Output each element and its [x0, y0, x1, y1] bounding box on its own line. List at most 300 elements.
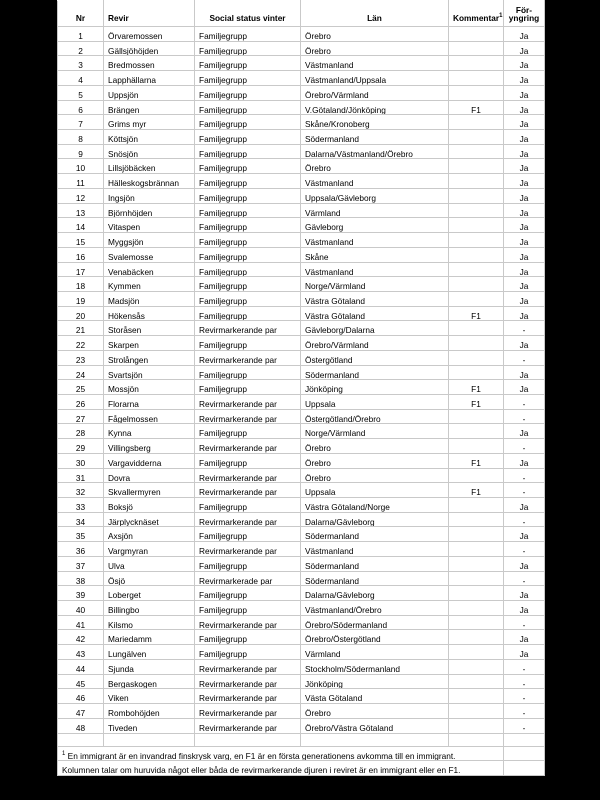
column-header-revir: Revir: [104, 1, 195, 27]
row-cell-kommentar: [449, 630, 504, 645]
row-cell-nr: 9: [58, 144, 104, 159]
row-cell-nr: 1: [58, 27, 104, 42]
column-header-social-status: Social status vinter: [195, 1, 301, 27]
footnote-text: [58, 761, 504, 776]
footnote-marker: 1: [62, 750, 66, 757]
row-cell-lan: Örebro/Värmland: [301, 85, 449, 100]
row-cell-nr: 35: [58, 527, 104, 542]
row-cell-foryngring: -: [504, 704, 545, 719]
row-cell-nr: 34: [58, 512, 104, 527]
row-cell-nr: 22: [58, 336, 104, 351]
row-cell-lan: Jönköping: [301, 674, 449, 689]
row-cell-social-status: Familjegrupp: [195, 556, 301, 571]
row-cell-lan: Örebro: [301, 41, 449, 56]
row-cell-kommentar: [449, 159, 504, 174]
row-cell-foryngring: Ja: [504, 556, 545, 571]
row-cell-nr: 14: [58, 218, 104, 233]
column-header-foryngring-line1: För-: [515, 4, 533, 15]
row-cell-nr: 42: [58, 630, 104, 645]
row-cell-lan: Södermanland: [301, 130, 449, 145]
row-cell-kommentar: [449, 498, 504, 513]
table-row: [58, 512, 545, 527]
row-cell-foryngring: Ja: [504, 291, 545, 306]
footnote-text: [58, 746, 504, 761]
row-cell-revir: Villingsberg: [104, 439, 195, 454]
row-cell-foryngring: -: [504, 321, 545, 336]
row-cell-lan: Dalarna/Gävleborg: [301, 512, 449, 527]
row-cell-foryngring: Ja: [504, 586, 545, 601]
row-cell-kommentar: [449, 336, 504, 351]
row-cell-revir: Snösjön: [104, 144, 195, 159]
row-cell-lan: Östergötland/Örebro: [301, 409, 449, 424]
row-cell-social-status: Revirmarkerande par: [195, 468, 301, 483]
row-cell-social-status: Familjegrupp: [195, 71, 301, 86]
footnote-body: Kolumnen talar om huruvida något eller båda de revirmarkerande djuren i reviret är en immigrant eller en F1.: [62, 765, 461, 776]
table-row: [58, 586, 545, 601]
row-cell-revir: Tiveden: [104, 718, 195, 733]
row-cell-nr: 6: [58, 100, 104, 115]
table-row: [58, 247, 545, 262]
row-cell-foryngring: Ja: [504, 188, 545, 203]
row-cell-kommentar: [449, 350, 504, 365]
row-cell-revir: Skvallermyren: [104, 483, 195, 498]
row-cell-lan: Örebro/Östergötland: [301, 630, 449, 645]
table-row: [58, 174, 545, 189]
table-row: [58, 306, 545, 321]
row-cell-revir: Skarpen: [104, 336, 195, 351]
row-cell-nr: 18: [58, 277, 104, 292]
row-cell-revir: Kynna: [104, 424, 195, 439]
row-cell-revir: Loberget: [104, 586, 195, 601]
row-cell-lan: Örebro: [301, 159, 449, 174]
row-cell-social-status: Familjegrupp: [195, 424, 301, 439]
row-cell-revir: Kilsmo: [104, 615, 195, 630]
row-cell-foryngring: -: [504, 512, 545, 527]
table-row: [58, 380, 545, 395]
table-row: [58, 27, 545, 42]
row-cell-nr: 41: [58, 615, 104, 630]
row-cell-lan: Örebro: [301, 468, 449, 483]
row-cell-revir: Axsjön: [104, 527, 195, 542]
row-cell-revir: Grims myr: [104, 115, 195, 130]
row-cell-nr: 4: [58, 71, 104, 86]
table-row: [58, 630, 545, 645]
row-cell-lan: Östergötland: [301, 350, 449, 365]
row-cell-kommentar: F1: [449, 100, 504, 115]
table-row: [58, 674, 545, 689]
row-cell-nr: 44: [58, 659, 104, 674]
row-cell-foryngring: Ja: [504, 144, 545, 159]
row-cell-social-status: Familjegrupp: [195, 85, 301, 100]
row-cell-nr: 36: [58, 542, 104, 557]
row-cell-kommentar: [449, 188, 504, 203]
row-cell-nr: 27: [58, 409, 104, 424]
row-cell-lan: Södermanland: [301, 556, 449, 571]
row-cell-revir: Myggsjön: [104, 233, 195, 248]
row-cell-kommentar: F1: [449, 394, 504, 409]
row-cell-kommentar: [449, 645, 504, 660]
row-cell-kommentar: [449, 56, 504, 71]
row-cell-social-status: Revirmarkerande par: [195, 704, 301, 719]
row-cell-social-status: Familjegrupp: [195, 601, 301, 616]
row-cell-foryngring: Ja: [504, 645, 545, 660]
table-row: [58, 394, 545, 409]
row-cell-foryngring: -: [504, 542, 545, 557]
row-cell-social-status: Familjegrupp: [195, 130, 301, 145]
row-cell-lan: Värmland: [301, 645, 449, 660]
column-header-lan: Län: [301, 1, 449, 27]
table-row: [58, 71, 545, 86]
table-row: [58, 277, 545, 292]
row-cell-lan: Örebro/Västra Götaland: [301, 718, 449, 733]
row-cell-revir: Viken: [104, 689, 195, 704]
row-cell-nr: 11: [58, 174, 104, 189]
row-cell-kommentar: [449, 71, 504, 86]
row-cell-foryngring: Ja: [504, 306, 545, 321]
row-cell-foryngring: Ja: [504, 56, 545, 71]
row-cell-kommentar: [449, 365, 504, 380]
row-cell-kommentar: [449, 659, 504, 674]
row-cell-lan: Örebro: [301, 704, 449, 719]
row-cell-kommentar: [449, 689, 504, 704]
row-cell-lan: Örebro/Värmland: [301, 336, 449, 351]
row-cell-kommentar: [449, 409, 504, 424]
row-cell-lan: Norge/Värmland: [301, 277, 449, 292]
row-cell-social-status: Familjegrupp: [195, 277, 301, 292]
row-cell-revir: Bergaskogen: [104, 674, 195, 689]
table-row: [58, 571, 545, 586]
table-row: [58, 100, 545, 115]
table-body: [58, 27, 545, 776]
row-cell-foryngring: -: [504, 689, 545, 704]
row-cell-lan: Örebro: [301, 439, 449, 454]
table-row: [58, 483, 545, 498]
row-cell-nr: 15: [58, 233, 104, 248]
row-cell-kommentar: [449, 468, 504, 483]
row-cell-revir: Örvaremossen: [104, 27, 195, 42]
row-cell-kommentar: F1: [449, 453, 504, 468]
table-row: [58, 601, 545, 616]
row-cell-social-status: Familjegrupp: [195, 586, 301, 601]
row-cell-lan: Värmland: [301, 203, 449, 218]
row-cell-kommentar: F1: [449, 483, 504, 498]
row-cell-kommentar: [449, 615, 504, 630]
row-cell-social-status: Familjegrupp: [195, 291, 301, 306]
row-cell-social-status: Familjegrupp: [195, 144, 301, 159]
row-cell-nr: 32: [58, 483, 104, 498]
table-row: [58, 218, 545, 233]
row-cell-revir: Bredmossen: [104, 56, 195, 71]
row-cell-kommentar: [449, 233, 504, 248]
row-cell-kommentar: [449, 527, 504, 542]
row-cell-lan: Västra Götaland/Norge: [301, 498, 449, 513]
row-cell-lan: Uppsala/Gävleborg: [301, 188, 449, 203]
row-cell-nr: 24: [58, 365, 104, 380]
row-cell-revir: Järplycknäset: [104, 512, 195, 527]
row-cell-lan: Västmanland/Örebro: [301, 601, 449, 616]
row-cell-social-status: Familjegrupp: [195, 218, 301, 233]
row-cell-kommentar: [449, 556, 504, 571]
column-header-nr: Nr: [58, 1, 104, 27]
row-cell-social-status: Familjegrupp: [195, 262, 301, 277]
row-cell-nr: 8: [58, 130, 104, 145]
row-cell-foryngring: -: [504, 468, 545, 483]
row-cell-kommentar: [449, 27, 504, 42]
footnote-marker-1: 1: [499, 13, 503, 20]
row-cell-kommentar: [449, 247, 504, 262]
row-cell-nr: 30: [58, 453, 104, 468]
row-cell-social-status: Revirmarkerande par: [195, 659, 301, 674]
column-header-foryngring-line2: yngring: [508, 13, 540, 24]
table-header: [58, 1, 545, 27]
territory-table-container: [57, 0, 544, 776]
row-cell-social-status: Familjegrupp: [195, 41, 301, 56]
column-header-kommentar: [449, 1, 504, 27]
row-cell-kommentar: [449, 571, 504, 586]
row-cell-nr: 20: [58, 306, 104, 321]
row-cell-foryngring: Ja: [504, 85, 545, 100]
row-cell-social-status: Familjegrupp: [195, 27, 301, 42]
row-cell-nr: 38: [58, 571, 104, 586]
table-row: [58, 85, 545, 100]
table-row: [58, 291, 545, 306]
spacer-cell: [449, 733, 504, 746]
row-cell-social-status: Familjegrupp: [195, 527, 301, 542]
row-cell-social-status: Familjegrupp: [195, 498, 301, 513]
row-cell-nr: 40: [58, 601, 104, 616]
table-row: [58, 350, 545, 365]
row-cell-nr: 17: [58, 262, 104, 277]
row-cell-nr: 46: [58, 689, 104, 704]
row-cell-social-status: Revirmarkerande par: [195, 483, 301, 498]
row-cell-social-status: Revirmarkerande par: [195, 409, 301, 424]
spacer-cell: [504, 733, 545, 746]
row-cell-social-status: Familjegrupp: [195, 159, 301, 174]
footnote-pad-cell: [504, 746, 545, 761]
table-row: [58, 645, 545, 660]
row-cell-social-status: Familjegrupp: [195, 380, 301, 395]
row-cell-social-status: Revirmarkerande par: [195, 321, 301, 336]
row-cell-foryngring: Ja: [504, 527, 545, 542]
table-row: [58, 115, 545, 130]
row-cell-lan: Västmanland/Uppsala: [301, 71, 449, 86]
row-cell-kommentar: [449, 439, 504, 454]
row-cell-revir: Gällsjöhöjden: [104, 41, 195, 56]
row-cell-kommentar: F1: [449, 380, 504, 395]
row-cell-kommentar: [449, 601, 504, 616]
row-cell-lan: Örebro: [301, 453, 449, 468]
table-row: [58, 498, 545, 513]
row-cell-social-status: Revirmarkerande par: [195, 439, 301, 454]
row-cell-lan: Södermanland: [301, 365, 449, 380]
table-row: [58, 468, 545, 483]
row-cell-nr: 3: [58, 56, 104, 71]
row-cell-revir: Fågelmossen: [104, 409, 195, 424]
row-cell-foryngring: Ja: [504, 424, 545, 439]
row-cell-nr: 19: [58, 291, 104, 306]
row-cell-foryngring: -: [504, 394, 545, 409]
row-cell-nr: 37: [58, 556, 104, 571]
row-cell-foryngring: Ja: [504, 218, 545, 233]
row-cell-kommentar: [449, 115, 504, 130]
row-cell-social-status: Revirmarkerande par: [195, 542, 301, 557]
table-row: [58, 424, 545, 439]
row-cell-social-status: Familjegrupp: [195, 306, 301, 321]
row-cell-nr: 29: [58, 439, 104, 454]
row-cell-lan: Gävleborg: [301, 218, 449, 233]
row-cell-nr: 31: [58, 468, 104, 483]
row-cell-foryngring: Ja: [504, 203, 545, 218]
table-row: [58, 556, 545, 571]
row-cell-revir: Lillsjöbäcken: [104, 159, 195, 174]
row-cell-revir: Ingsjön: [104, 188, 195, 203]
table-row: [58, 159, 545, 174]
row-cell-lan: Uppsala: [301, 483, 449, 498]
row-cell-lan: Västra Götaland: [301, 306, 449, 321]
row-cell-foryngring: -: [504, 615, 545, 630]
row-cell-kommentar: F1: [449, 306, 504, 321]
row-cell-lan: Västa Götaland: [301, 689, 449, 704]
table-row: [58, 130, 545, 145]
table-row: [58, 718, 545, 733]
table-header-row: [58, 1, 545, 27]
row-cell-social-status: Revirmarkerande par: [195, 689, 301, 704]
row-cell-lan: Västmanland: [301, 262, 449, 277]
row-cell-social-status: Familjegrupp: [195, 247, 301, 262]
row-cell-social-status: Revirmarkerande par: [195, 674, 301, 689]
row-cell-social-status: Familjegrupp: [195, 203, 301, 218]
row-cell-nr: 48: [58, 718, 104, 733]
row-cell-foryngring: Ja: [504, 365, 545, 380]
row-cell-social-status: Familjegrupp: [195, 365, 301, 380]
table-row: [58, 409, 545, 424]
table-row: [58, 188, 545, 203]
row-cell-nr: 13: [58, 203, 104, 218]
row-cell-kommentar: [449, 424, 504, 439]
row-cell-social-status: Revirmarkerande par: [195, 512, 301, 527]
row-cell-foryngring: -: [504, 483, 545, 498]
row-cell-nr: 10: [58, 159, 104, 174]
row-cell-nr: 12: [58, 188, 104, 203]
table-row: [58, 527, 545, 542]
row-cell-revir: Vitaspen: [104, 218, 195, 233]
row-cell-kommentar: [449, 674, 504, 689]
row-cell-social-status: Revirmarkerande par: [195, 394, 301, 409]
table-spacer-row: [58, 733, 545, 746]
row-cell-revir: Storåsen: [104, 321, 195, 336]
row-cell-revir: Mariedamm: [104, 630, 195, 645]
row-cell-lan: Örebro: [301, 27, 449, 42]
row-cell-revir: Madsjön: [104, 291, 195, 306]
row-cell-kommentar: [449, 512, 504, 527]
table-row: [58, 262, 545, 277]
footnote-row: [58, 761, 545, 776]
row-cell-lan: Södermanland: [301, 571, 449, 586]
row-cell-lan: Skåne/Kronoberg: [301, 115, 449, 130]
row-cell-lan: Jönköping: [301, 380, 449, 395]
row-cell-social-status: Familjegrupp: [195, 188, 301, 203]
row-cell-kommentar: [449, 542, 504, 557]
row-cell-social-status: Revirmarkerande par: [195, 718, 301, 733]
row-cell-revir: Svartsjön: [104, 365, 195, 380]
table-row: [58, 144, 545, 159]
row-cell-lan: Skåne: [301, 247, 449, 262]
row-cell-foryngring: Ja: [504, 630, 545, 645]
row-cell-social-status: Familjegrupp: [195, 100, 301, 115]
row-cell-foryngring: -: [504, 674, 545, 689]
row-cell-kommentar: [449, 291, 504, 306]
row-cell-lan: Södermanland: [301, 527, 449, 542]
row-cell-foryngring: Ja: [504, 130, 545, 145]
row-cell-foryngring: Ja: [504, 71, 545, 86]
row-cell-foryngring: Ja: [504, 159, 545, 174]
row-cell-social-status: Familjegrupp: [195, 115, 301, 130]
row-cell-nr: 47: [58, 704, 104, 719]
row-cell-lan: Stockholm/Södermanland: [301, 659, 449, 674]
row-cell-revir: Köttsjön: [104, 130, 195, 145]
table-row: [58, 233, 545, 248]
row-cell-foryngring: Ja: [504, 115, 545, 130]
row-cell-revir: Ulva: [104, 556, 195, 571]
column-header-foryngring: [504, 1, 545, 27]
row-cell-kommentar: [449, 277, 504, 292]
row-cell-foryngring: -: [504, 571, 545, 586]
table-row: [58, 704, 545, 719]
table-row: [58, 439, 545, 454]
row-cell-kommentar: [449, 41, 504, 56]
row-cell-foryngring: Ja: [504, 262, 545, 277]
territory-table: [57, 0, 545, 776]
row-cell-foryngring: -: [504, 409, 545, 424]
row-cell-lan: Västmanland: [301, 233, 449, 248]
column-header-kommentar-label: Kommentar: [453, 13, 500, 24]
row-cell-revir: Lungälven: [104, 645, 195, 660]
row-cell-kommentar: [449, 218, 504, 233]
row-cell-foryngring: Ja: [504, 336, 545, 351]
row-cell-revir: Hökensås: [104, 306, 195, 321]
row-cell-lan: Västra Götaland: [301, 291, 449, 306]
row-cell-social-status: Revirmarkerade par: [195, 571, 301, 586]
row-cell-lan: Uppsala: [301, 394, 449, 409]
table-row: [58, 542, 545, 557]
row-cell-kommentar: [449, 85, 504, 100]
row-cell-revir: Svalemosse: [104, 247, 195, 262]
row-cell-foryngring: Ja: [504, 27, 545, 42]
row-cell-revir: Mossjön: [104, 380, 195, 395]
row-cell-revir: Dovra: [104, 468, 195, 483]
row-cell-kommentar: [449, 174, 504, 189]
row-cell-nr: 43: [58, 645, 104, 660]
row-cell-kommentar: [449, 203, 504, 218]
row-cell-nr: 45: [58, 674, 104, 689]
row-cell-social-status: Familjegrupp: [195, 453, 301, 468]
table-row: [58, 453, 545, 468]
row-cell-lan: Norge/Värmland: [301, 424, 449, 439]
row-cell-foryngring: Ja: [504, 453, 545, 468]
row-cell-kommentar: [449, 586, 504, 601]
table-row: [58, 689, 545, 704]
row-cell-revir: Kymmen: [104, 277, 195, 292]
table-row: [58, 321, 545, 336]
row-cell-kommentar: [449, 144, 504, 159]
row-cell-lan: Västmanland: [301, 56, 449, 71]
footnote-pad-cell: [504, 761, 545, 776]
row-cell-nr: 7: [58, 115, 104, 130]
row-cell-revir: Sjunda: [104, 659, 195, 674]
row-cell-foryngring: Ja: [504, 380, 545, 395]
row-cell-lan: Dalarna/Gävleborg: [301, 586, 449, 601]
row-cell-social-status: Familjegrupp: [195, 56, 301, 71]
